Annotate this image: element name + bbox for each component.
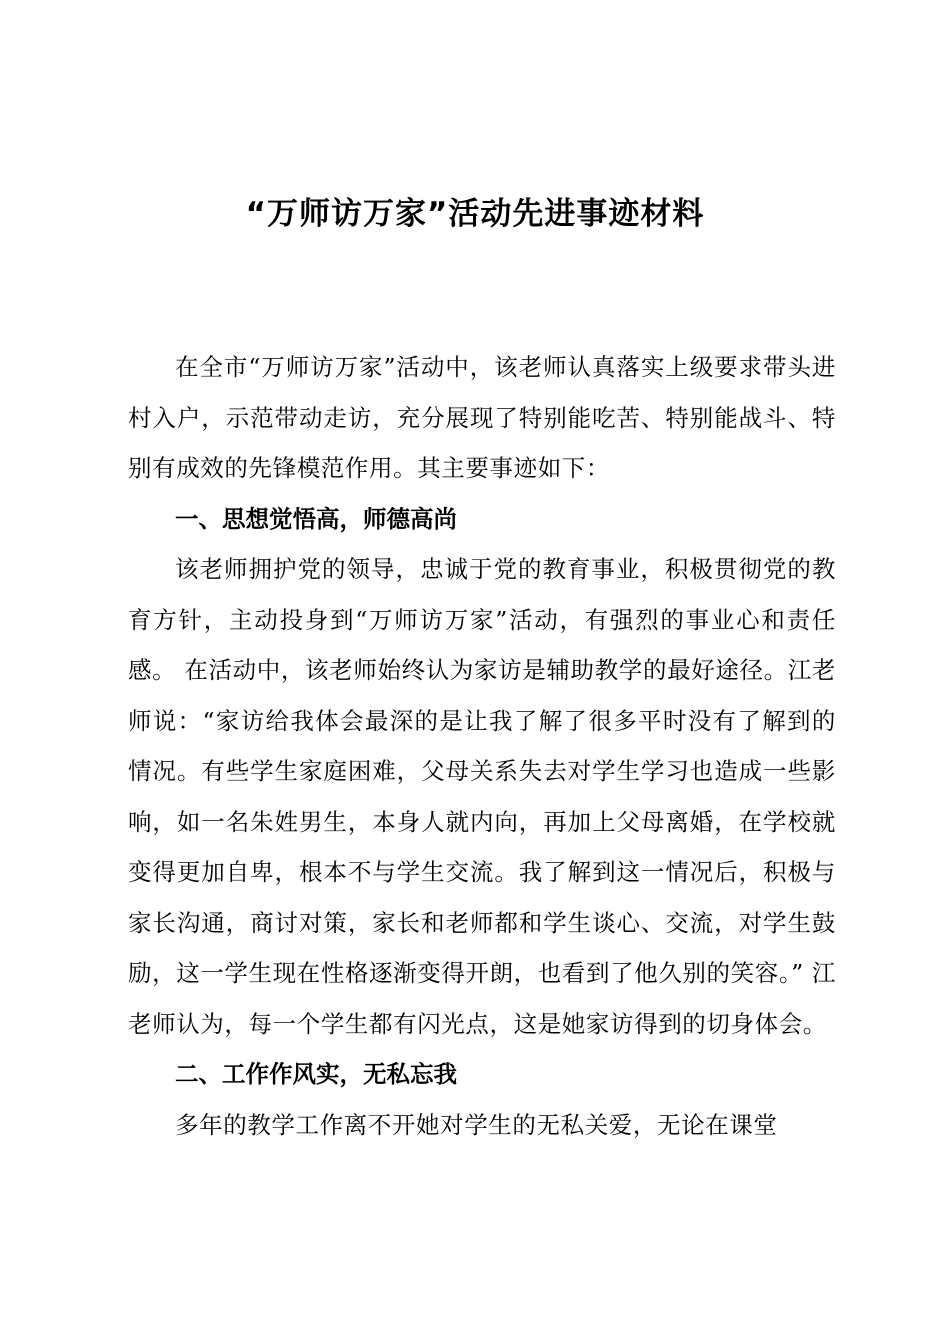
- document-title: “万师访万家”活动先进事迹材料: [245, 196, 705, 232]
- section-heading-1: 一、思想觉悟高，师德高尚: [175, 504, 457, 533]
- intro-paragraph: 在全市“万师访万家”活动中，该老师认真落实上级要求带头进村入户，示范带动走访，充分展现了特别能吃苦、特别能战斗、特别有成效的先锋模范作用。其主要事迹如下：: [128, 353, 836, 482]
- section-1-paragraph: 该老师拥护党的领导，忠诚于党的教育事业，积极贯彻党的教育方针，主动投身到“万师访万家”活动，有强烈的事业心和责任感。 在活动中，该老师始终认为家访是辅助教学的最好途径。江老师说：“家访给我体会最深的是让我了解了很多平时没有了解到的情况。有些学生家庭困难，父母关系失去对学生学习也造成一些影响，如一名朱姓男生，本身人就内向，再加上父母离婚，在学校就变得更加自卑，根本不与学生交流。我了解到这一情况后，积极与家长沟通，商讨对策，家长和老师都和学生谈心、交流，对学生鼓励，这一学生现在性格逐渐变得开朗，也看到了他久别的笑容。” 江老师认为，每一个学生都有闪光点，这是她家访得到的切身体会。: [128, 555, 836, 1038]
- document-body: [128, 342, 836, 1150]
- section-2-paragraph: 多年的教学工作离不开她对学生的无私关爱，无论在课堂: [175, 1110, 778, 1139]
- section-heading-2: 二、工作作风实，无私忘我: [175, 1060, 457, 1088]
